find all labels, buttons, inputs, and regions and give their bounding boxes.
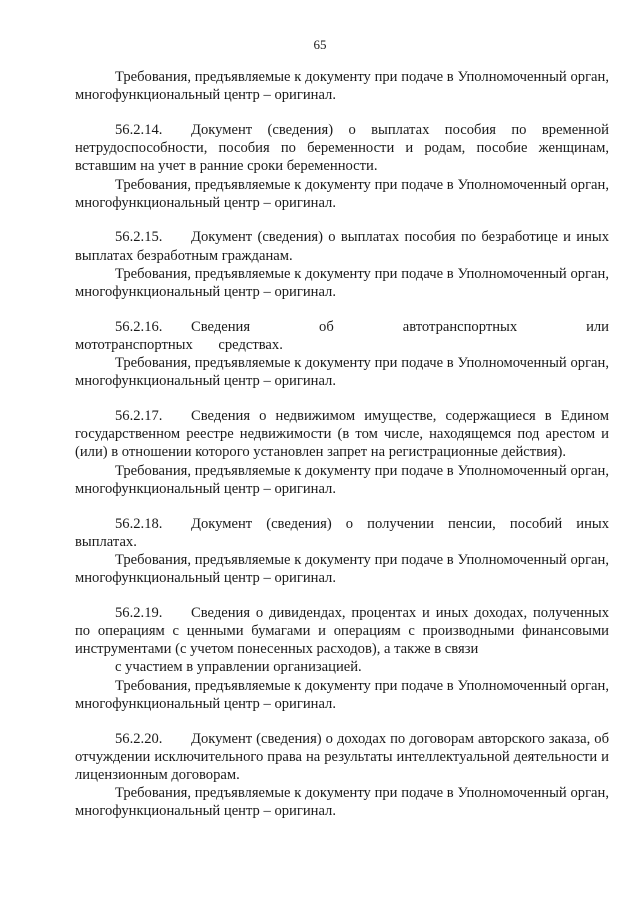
requirement-paragraph: Требования, предъявляемые к документу при подаче в Уполномоченный орган, многофункциональный центр – оригинал. — [75, 265, 609, 301]
paragraph-spacer — [75, 498, 609, 515]
requirement-paragraph: Требования, предъявляемые к документу при подаче в Уполномоченный орган, многофункциональный центр – оригинал. — [75, 462, 609, 497]
requirement-paragraph: Требования, предъявляемые к документу при подаче в Уполномоченный орган, многофункциональный центр – оригинал. — [75, 785, 609, 820]
paragraph-spacer — [75, 104, 609, 121]
requirement-paragraph: Требования, предъявляемые к документу при подаче в Уполномоченный орган, многофункциональный центр – оригинал. — [75, 355, 609, 390]
item-text: Документ (сведения) о выплатах пособия по безработице и иных выплатах безработным гражданам. — [75, 229, 609, 264]
item-56-2-15 — [75, 228, 609, 264]
item-56-2-19 — [75, 604, 609, 659]
document-body — [75, 68, 609, 821]
paragraph-spacer — [75, 587, 609, 604]
requirement-paragraph: Требования, предъявляемые к документу при подаче в Уполномоченный орган, многофункциональный центр – оригинал. — [75, 176, 609, 211]
paragraph-spacer — [75, 212, 609, 229]
paragraph-spacer — [75, 713, 609, 730]
item-text: Сведения о недвижимом имуществе, содержащиеся в Едином государственном реестре недвижимости (в том числе, находящемся под арестом и (или) в отношении которого установлен запрет на регистрационные действия). — [75, 408, 609, 461]
item-text: Сведения о дивидендах, процентах и иных доходах, полученных по операциям с ценными бумагами и операциям с производными финансовыми инструментами (с учетом понесенных расходов), а также в связи — [75, 604, 609, 658]
paragraph-spacer — [75, 391, 609, 408]
item-number: 56.2.14. — [115, 121, 163, 138]
item-56-2-18 — [75, 515, 609, 551]
item-text: Документ (сведения) о получении пенсии, пособий иных выплатах. — [75, 515, 609, 550]
item-text: Сведения об автотранспортных или мототранспортных средствах. — [75, 318, 609, 353]
item-56-2-17 — [75, 407, 609, 462]
item-number: 56.2.17. — [115, 408, 163, 425]
requirement-paragraph: Требования, предъявляемые к документу при подаче в Уполномоченный орган, многофункциональный центр – оригинал. — [75, 69, 609, 104]
item-56-2-20 — [75, 730, 609, 785]
item-continuation: с участием в управлении организацией. — [115, 659, 362, 676]
requirement-paragraph: Требования, предъявляемые к документу при подаче в Уполномоченный орган, многофункциональный центр – оригинал. — [75, 551, 609, 587]
item-number: 56.2.15. — [115, 229, 163, 246]
item-number: 56.2.20. — [115, 730, 163, 747]
item-number: 56.2.18. — [115, 515, 163, 532]
item-56-2-14 — [75, 121, 609, 176]
item-number: 56.2.16. — [115, 318, 163, 335]
item-text: Документ (сведения) о выплатах пособия по временной нетрудоспособности, пособия по беременности и родам, пособие женщинам, вставшим на учет в ранние сроки беременности. — [75, 121, 609, 175]
paragraph-spacer — [75, 301, 609, 318]
page-number: 65 — [313, 37, 327, 52]
item-56-2-16 — [75, 318, 609, 354]
item-number: 56.2.19. — [115, 604, 163, 621]
requirement-paragraph: Требования, предъявляемые к документу при подаче в Уполномоченный орган, многофункциональный центр – оригинал. — [75, 677, 609, 712]
item-text: Документ (сведения) о доходах по договорам авторского заказа, об отчуждении исключительного права на результаты интеллектуальной деятельности и лицензионным договорам. — [75, 730, 609, 783]
